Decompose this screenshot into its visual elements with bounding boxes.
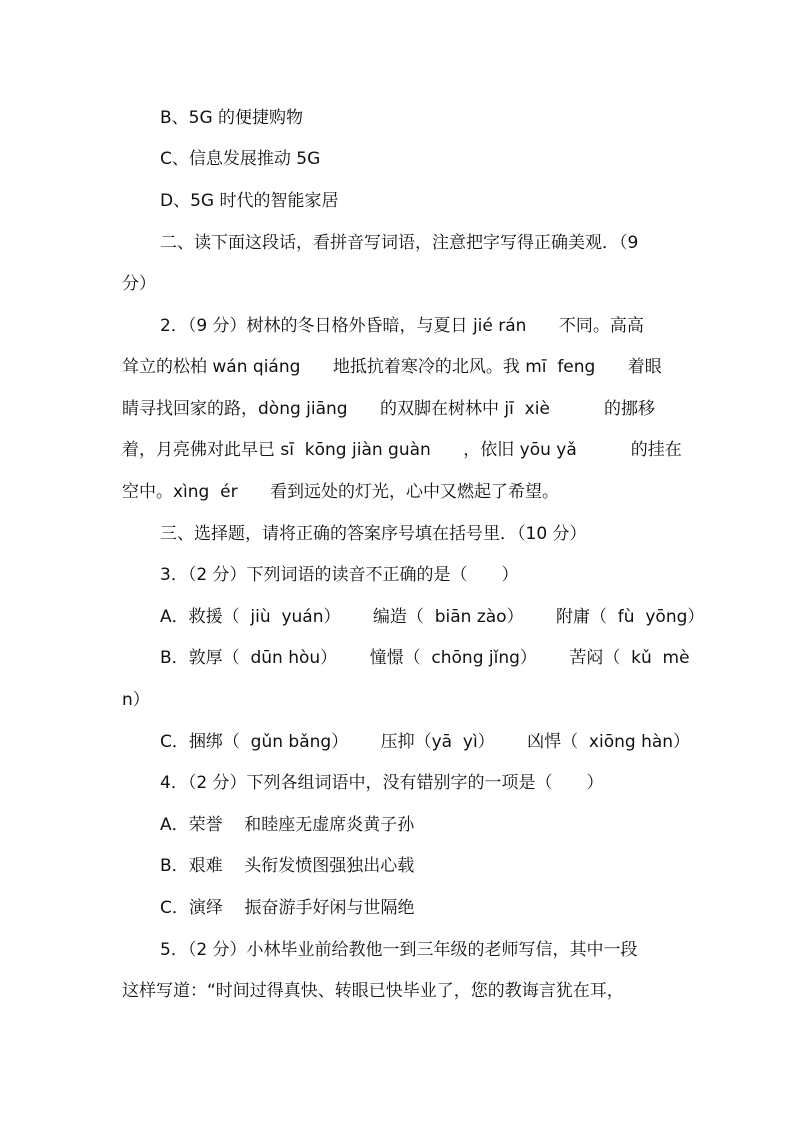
question-3-option-b-cont: n）: [122, 690, 150, 710]
question-4-option-c: C．演绎 振奋游手好闲与世隔绝: [160, 898, 415, 918]
section-two-heading-cont: 分）: [122, 274, 156, 294]
section-two-heading: 二、读下面这段话，看拼音写词语，注意把字写得正确美观．（9: [160, 233, 639, 253]
question-2-line-4: 着，月亮佛对此早已 sī kōng jiàn guàn ，依旧 yōu yǎ 的挂在: [122, 440, 682, 460]
question-5-line-2: 这样写道：“时间过得真快、转眼已快毕业了，您的教诲言犹在耳，: [122, 981, 624, 1001]
question-3-stem: 3．（2 分）下列词语的读音不正确的是（ ）: [160, 565, 519, 585]
option-b-5g-shopping: B、5G 的便捷购物: [160, 108, 304, 128]
question-3-option-b: B．敦厚（ dūn hòu） 憧憬（ chōng jǐng） 苦闷（ kǔ mè: [160, 648, 690, 668]
question-3-option-c: C．捆绑（ gǔn bǎng） 压抑（yā yì） 凶悍（ xiōng hàn）: [160, 732, 691, 752]
question-2-line-5: 空中。xìng ér 看到远处的灯光，心中又燃起了希望。: [122, 482, 560, 502]
option-c-info-5g: C、信息发展推动 5G: [160, 149, 321, 169]
option-d-smart-home: D、5G 时代的智能家居: [160, 191, 339, 211]
question-2-line-1: 2．（9 分）树林的冬日格外昏暗，与夏日 jié rán 不同。高高: [160, 316, 644, 336]
question-4-stem: 4．（2 分）下列各组词语中，没有错别字的一项是（ ）: [160, 773, 604, 793]
question-4-option-b: B．艰难 头衔发愤图强独出心载: [160, 856, 415, 876]
question-5-line-1: 5．（2 分）小林毕业前给教他一到三年级的老师写信，其中一段: [160, 940, 638, 960]
question-4-option-a: A．荣誉 和睦座无虚席炎黄子孙: [160, 815, 415, 835]
section-three-heading: 三、选择题，请将正确的答案序号填在括号里．（10 分）: [160, 524, 587, 544]
question-3-option-a: A．救援（ jiù yuán） 编造（ biān zào） 附庸（ fù yōng）: [160, 607, 705, 627]
question-2-line-2: 耸立的松柏 wán qiáng 地抵抗着寒冷的北风。我 mī feng 着眼: [122, 357, 662, 377]
question-2-line-3: 睛寻找回家的路，dòng jiāng 的双脚在树林中 jī xiè 的挪移: [122, 399, 655, 419]
